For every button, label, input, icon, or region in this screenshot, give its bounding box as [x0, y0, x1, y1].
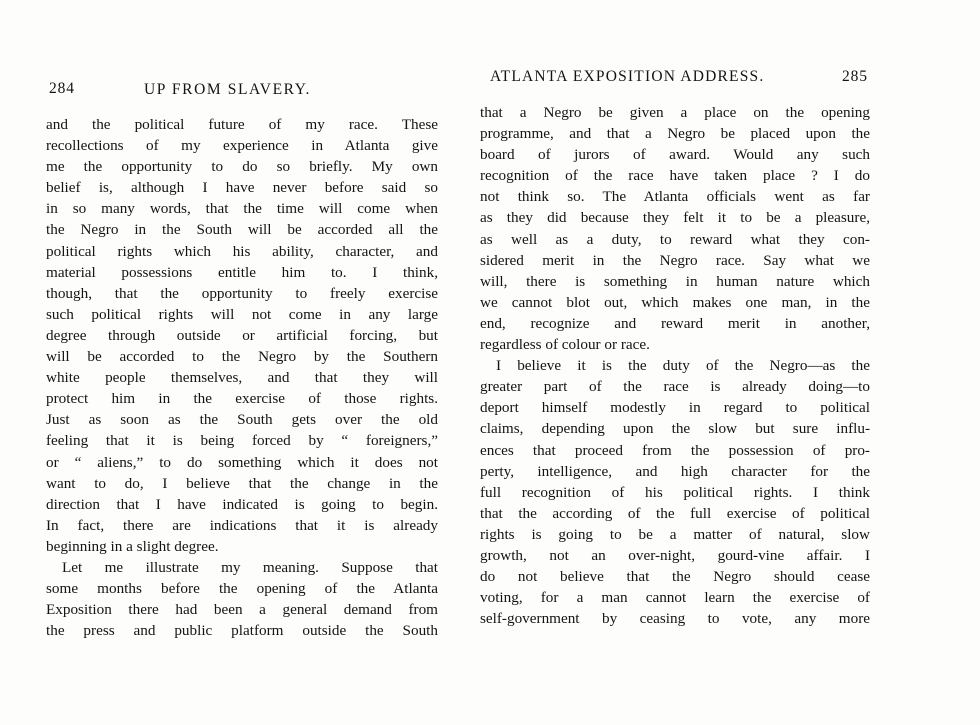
text-line: belief is, although I have never before said so — [46, 179, 438, 197]
text-line: or “ aliens,” to do something which it does not — [46, 453, 438, 471]
text-line: material possessions entitle him to. I think, — [46, 263, 438, 281]
text-line: feeling that it is being forced by “ foreigners,” — [46, 432, 438, 450]
text-line: me the opportunity to do so briefly. My own — [46, 158, 438, 176]
text-line: in so many words, that the time will come when — [46, 200, 438, 218]
text-line: rights is going to be a matter of natural, slow — [480, 525, 870, 543]
text-line: protect him in the exercise of those rights. — [46, 390, 438, 408]
text-line: will be accorded to the Negro by the Southern — [46, 348, 438, 366]
text-line: do not believe that the Negro should cease — [480, 568, 870, 586]
text-line: will, there is something in human nature which — [480, 272, 870, 290]
text-line: political rights which his ability, character, and — [46, 242, 438, 260]
text-line: deport himself modestly in regard to political — [480, 399, 870, 417]
text-line: that the according of the full exercise of political — [480, 504, 870, 522]
text-line: greater part of the race is already doing—to — [480, 378, 870, 396]
text-line: and the political future of my race. These — [46, 116, 438, 133]
text-line: board of jurors of award. Would any such — [480, 146, 870, 164]
text-line: degree through outside or artificial forcing, but — [46, 326, 438, 344]
text-line: want to do, I believe that the change in the — [46, 474, 438, 492]
text-line: direction that I have indicated is going to begin. — [46, 495, 438, 513]
text-line: I believe it is the duty of the Negro—as the — [496, 357, 870, 375]
text-line: growth, not an over-night, gourd-vine affair. I — [480, 546, 870, 564]
text-line: perty, intelligence, and high character for the — [480, 462, 870, 480]
right-running-head: ATLANTA EXPOSITION ADDRESS. — [490, 68, 765, 85]
text-line: ences that proceed from the possession of pro- — [480, 441, 870, 459]
left-running-head: UP FROM SLAVERY. — [144, 81, 312, 98]
text-line: In fact, there are indications that it is already — [46, 516, 438, 534]
text-line: such political rights will not come in any large — [46, 305, 438, 323]
right-page-body — [480, 102, 870, 629]
text-line: white people themselves, and that they will — [46, 369, 438, 387]
text-line: end, recognize and reward merit in another, — [480, 314, 870, 332]
right-page — [480, 0, 980, 725]
text-line: self-government by ceasing to vote, any more — [480, 610, 870, 628]
text-line: Let me illustrate my meaning. Suppose that — [62, 558, 438, 576]
text-line: as well as a duty, to reward what they con- — [480, 230, 870, 248]
left-page-number: 284 — [49, 80, 75, 97]
text-line: as they did because they felt it to be a pleasure, — [480, 209, 870, 227]
right-page-number: 285 — [842, 68, 868, 85]
text-line: some months before the opening of the Atlanta — [46, 580, 438, 598]
text-line: not think so. The Atlanta officials went as far — [480, 188, 870, 206]
text-line: though, that the opportunity to freely exercise — [46, 284, 438, 302]
text-line: the Negro in the South will be accorded all the — [46, 221, 438, 239]
text-line: Just as soon as the South gets over the old — [46, 411, 438, 429]
left-page-body — [46, 114, 438, 641]
text-line: programme, and that a Negro be placed upon the — [480, 125, 870, 143]
text-line: voting, for a man cannot learn the exercise of — [480, 589, 870, 607]
text-line: regardless of colour or race. — [480, 336, 650, 354]
text-line: Exposition there had been a general demand from — [46, 601, 438, 619]
text-line: beginning in a slight degree. — [46, 537, 219, 555]
text-line: claims, depending upon the slow but sure influ- — [480, 420, 870, 438]
text-line: the press and public platform outside the South — [46, 622, 438, 640]
text-line: that a Negro be given a place on the opening — [480, 104, 870, 121]
text-line: full recognition of his political rights. I think — [480, 483, 870, 501]
text-line: sidered merit in the Negro race. Say what we — [480, 251, 870, 269]
text-line: recollections of my experience in Atlanta give — [46, 137, 438, 155]
text-line: recognition of the race have taken place ? I do — [480, 167, 870, 185]
text-line: we cannot blot out, which makes one man, in the — [480, 293, 870, 311]
